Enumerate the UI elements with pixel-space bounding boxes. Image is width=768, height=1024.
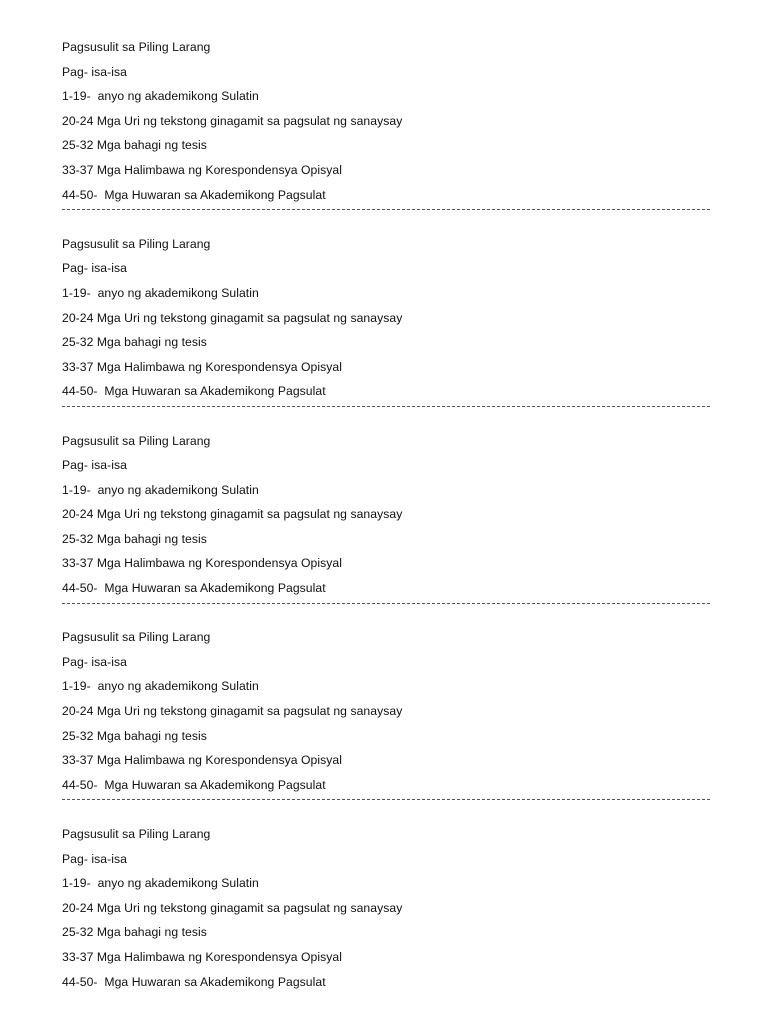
quiz-section-heading: Pag- isa-isa	[62, 261, 127, 276]
quiz-item: 1-19- anyo ng akademikong Sulatin	[62, 482, 259, 497]
quiz-title: Pagsusulit sa Piling Larang	[62, 827, 211, 841]
quiz-section-heading: Pag- isa-isa	[62, 851, 127, 866]
quiz-block-4	[62, 627, 710, 799]
quiz-item: 25-32 Mga bahagi ng tesis	[62, 138, 207, 153]
quiz-item: 44-50- Mga Huwaran sa Akademikong Pagsulat	[62, 187, 326, 202]
quiz-item: 20-24 Mga Uri ng tekstong ginagamit sa pagsulat ng sanaysay	[62, 507, 403, 522]
quiz-item: 44-50- Mga Huwaran sa Akademikong Pagsulat	[62, 384, 326, 399]
quiz-item: 44-50- Mga Huwaran sa Akademikong Pagsulat	[62, 777, 326, 792]
quiz-title: Pagsusulit sa Piling Larang	[62, 236, 211, 251]
quiz-item: 44-50- Mga Huwaran sa Akademikong Pagsulat	[62, 581, 326, 596]
quiz-section-heading: Pag- isa-isa	[62, 458, 127, 473]
quiz-item: 33-37 Mga Halimbawa ng Korespondensya Opisyal	[62, 359, 343, 374]
quiz-item: 25-32 Mga bahagi ng tesis	[62, 531, 207, 546]
dashed-divider	[62, 799, 710, 824]
quiz-item: 25-32 Mga bahagi ng tesis	[62, 925, 207, 940]
quiz-section-heading: Pag- isa-isa	[62, 64, 127, 79]
quiz-item: 25-32 Mga bahagi ng tesis	[62, 335, 207, 350]
dashed-divider	[62, 406, 710, 431]
quiz-block-1	[62, 37, 710, 209]
dashed-divider	[62, 209, 710, 234]
quiz-title: Pagsusulit sa Piling Larang	[62, 433, 211, 448]
quiz-title: Pagsusulit sa Piling Larang	[62, 630, 211, 645]
quiz-item: 25-32 Mga bahagi ng tesis	[62, 728, 207, 743]
quiz-block-3	[62, 431, 710, 603]
quiz-block-2	[62, 234, 710, 406]
quiz-item: 33-37 Mga Halimbawa ng Korespondensya Opisyal	[62, 162, 343, 177]
quiz-item: 1-19- anyo ng akademikong Sulatin	[62, 285, 259, 300]
quiz-item: 20-24 Mga Uri ng tekstong ginagamit sa pagsulat ng sanaysay	[62, 113, 403, 128]
quiz-item: 20-24 Mga Uri ng tekstong ginagamit sa pagsulat ng sanaysay	[62, 900, 403, 915]
dashed-divider	[62, 603, 710, 628]
quiz-item: 20-24 Mga Uri ng tekstong ginagamit sa pagsulat ng sanaysay	[62, 310, 403, 325]
quiz-item: 33-37 Mga Halimbawa ng Korespondensya Opisyal	[62, 556, 343, 571]
quiz-item: 44-50- Mga Huwaran sa Akademikong Pagsulat	[62, 974, 326, 989]
quiz-item: 20-24 Mga Uri ng tekstong ginagamit sa pagsulat ng sanaysay	[62, 704, 403, 719]
quiz-item: 33-37 Mga Halimbawa ng Korespondensya Opisyal	[62, 949, 343, 964]
quiz-item: 1-19- anyo ng akademikong Sulatin	[62, 89, 259, 104]
quiz-block-5	[62, 824, 710, 996]
quiz-title: Pagsusulit sa Piling Larang	[62, 40, 211, 54]
document-page	[62, 37, 710, 996]
quiz-item: 1-19- anyo ng akademikong Sulatin	[62, 876, 259, 891]
quiz-item: 33-37 Mga Halimbawa ng Korespondensya Opisyal	[62, 753, 343, 768]
quiz-item: 1-19- anyo ng akademikong Sulatin	[62, 679, 259, 694]
quiz-section-heading: Pag- isa-isa	[62, 654, 127, 669]
